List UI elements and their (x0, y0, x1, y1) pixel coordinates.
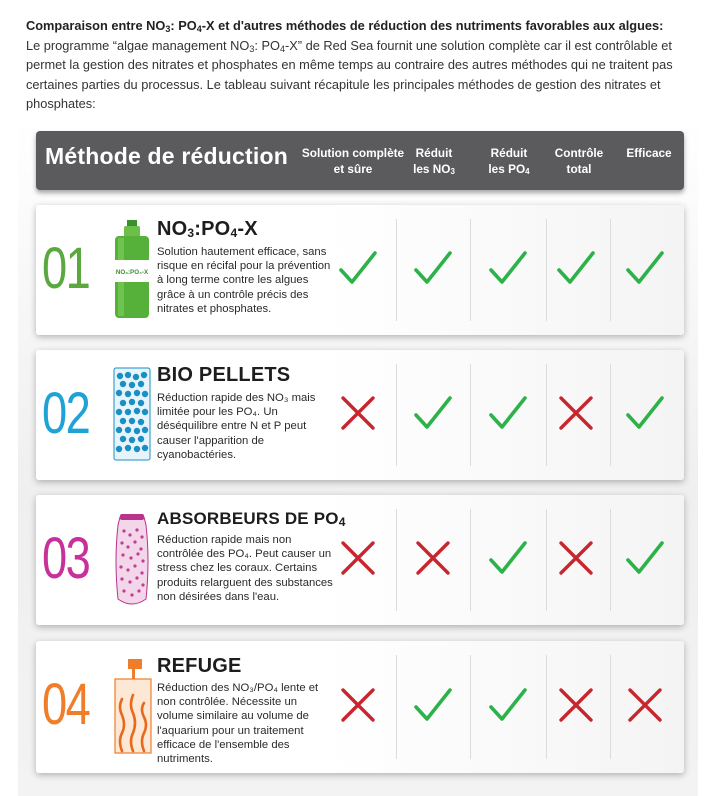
check-icon (487, 247, 529, 289)
column-separator (610, 655, 611, 759)
column-separator (610, 364, 611, 466)
method-description: Réduction rapide des NO₃ mais limitée pour les PO₄. Un déséquilibre entre N et P peut causer l'apparition de cyanobactéries. (157, 392, 316, 461)
column-separator (546, 219, 547, 321)
method-description: Réduction rapide mais non contrôlée des PO₄. Peut causer un stress chez les coraux. Certains produits relarguent des substances non désirées dans l'eau. (157, 534, 333, 603)
column-separator (470, 655, 471, 759)
check-icon (412, 684, 454, 726)
method-name: $NO_3:PO_4-X$ (157, 218, 258, 240)
check-icon (624, 392, 666, 434)
check-icon (412, 247, 454, 289)
column-separator (546, 509, 547, 611)
method-row-bio-pellets (36, 350, 684, 480)
intro-body: Le programme “algae management $NO_3$: $PO_4-X$” de Red Sea fournit une solution complète car il est contrôlable et permet la gestion des nitrates et phosphates en même temps au contraire des autres méthodes qui ne traitent pas certaines parties du processus. Le tableau suivant récapitule les principales méthodes de gestion des nitrates et phosphates: (26, 37, 673, 111)
column-separator (396, 655, 397, 759)
cross-icon (412, 537, 454, 579)
check-icon (624, 247, 666, 289)
header-col-reduces-po4: Réduit les $PO_4$ (488, 146, 530, 176)
method-name: BIO PELLETS (157, 364, 291, 386)
cross-icon (555, 537, 597, 579)
column-separator (396, 364, 397, 466)
bottle-icon (112, 220, 152, 320)
pellets-icon (112, 366, 152, 462)
method-number: 04 (42, 672, 90, 737)
table-header (36, 131, 684, 190)
method-description: Réduction des NO₃/PO₄ lente et non contrôlée. Nécessite un volume similaire au volume de l'aquarium pour un traitement efficace de l'ensemble des nutriments. (157, 682, 319, 766)
column-separator (470, 364, 471, 466)
column-separator (396, 219, 397, 321)
check-icon (412, 392, 454, 434)
method-description: Solution hautement efficace, sans risque en récifal pour la prévention à long terme contre les algues grâce à un contrôle précis des nitrates et phosphates. (157, 246, 331, 315)
method-number: 02 (42, 381, 90, 446)
column-separator (610, 219, 611, 321)
column-separator (396, 509, 397, 611)
column-separator (546, 655, 547, 759)
check-icon (555, 247, 597, 289)
column-separator (546, 364, 547, 466)
cross-icon (555, 684, 597, 726)
absorber-bag-icon (112, 511, 152, 611)
column-separator (470, 509, 471, 611)
refugium-icon (112, 657, 154, 757)
method-name: ABSORBEURS DE $PO_4$ (157, 509, 346, 529)
bottle-label: NO₃:PO₄-X (115, 269, 149, 276)
header-col-effective: Efficace (626, 146, 672, 160)
method-row-no3po4x (36, 205, 684, 335)
column-separator (470, 219, 471, 321)
column-separator (610, 509, 611, 611)
cross-icon (624, 684, 666, 726)
intro-paragraph (26, 16, 694, 114)
intro-lead: Comparaison entre $NO_3$: $PO_4-X$ et d'autres méthodes de réduction des nutriments favorables aux algues: (26, 18, 664, 34)
header-col-total-control: Contrôle total (554, 146, 604, 176)
check-icon (487, 392, 529, 434)
check-icon (624, 537, 666, 579)
cross-icon (337, 684, 379, 726)
check-icon (487, 684, 529, 726)
header-col-reduces-no3: Réduit les $NO_3$ (413, 146, 455, 176)
cross-icon (555, 392, 597, 434)
method-number: 03 (42, 526, 90, 591)
header-title: Méthode de réduction (45, 143, 288, 169)
check-icon (487, 537, 529, 579)
header-col-complete-solution: Solution complète et sûre (301, 146, 405, 176)
cross-icon (337, 537, 379, 579)
method-name: REFUGE (157, 655, 242, 677)
method-row-po4-absorbers (36, 495, 684, 625)
check-icon (337, 247, 379, 289)
method-row-refuge (36, 641, 684, 773)
method-number: 01 (42, 236, 90, 301)
cross-icon (337, 392, 379, 434)
